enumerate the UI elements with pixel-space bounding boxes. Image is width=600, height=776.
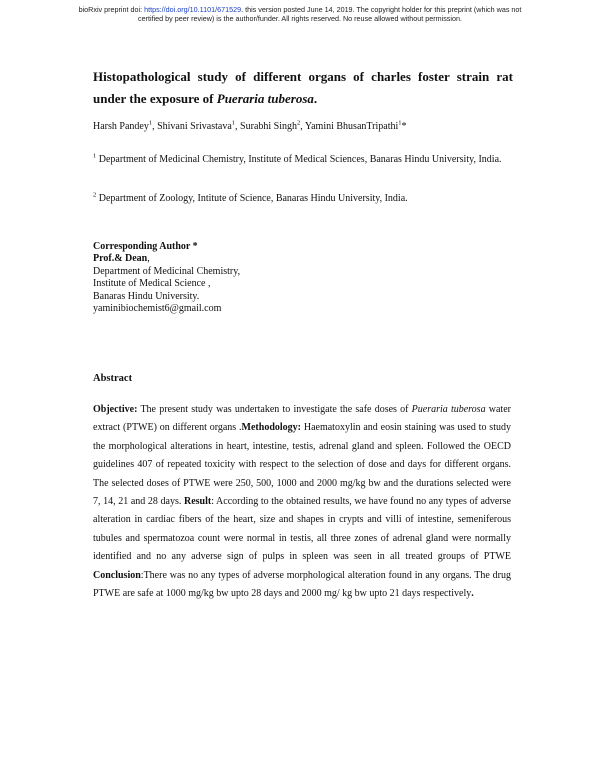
author-list: [93, 120, 407, 134]
author: Harsh Pandey$^1$,: [93, 119, 158, 132]
corresponding-institute: Institute of Medical Science ,: [93, 278, 211, 290]
author: Shivani Srivastava$^1$,: [157, 119, 241, 132]
corresponding-title: Prof.& Dean,: [93, 253, 150, 265]
result-label: Result: [183, 496, 212, 508]
header-line-1: bioRxiv preprint doi: https://doi.org/10.1101/671529. this version posted June 14, 2019. The copyright holder for this preprint (which was not: [78, 5, 522, 14]
objective-label: Objective:: [93, 404, 138, 415]
paper-title: Histopathological study of different organs of charles foster strain rat under the exposure of Pueraria tuberosa.: [93, 69, 513, 106]
author: Yamini BhusanTripathi$^1$*: [304, 119, 407, 132]
author: Surabhi Singh$^2$,: [240, 119, 305, 132]
affiliation-1: $^1$ Department of Medicinal Chemistry, Institute of Medical Sciences, Banaras Hindu University, India.: [93, 152, 502, 165]
methodology-label: Methodology:: [241, 422, 301, 434]
conclusion-label: Conclusion: [93, 569, 141, 581]
preprint-header: [0, 5, 600, 23]
header-line-2: certified by peer review) is the author/funder. All rights reserved. No reuse allowed without permission.: [138, 14, 462, 23]
corresponding-author-block: [93, 241, 240, 315]
doi-link[interactable]: https://doi.org/10.1101/671529: [144, 5, 242, 14]
corresponding-heading: Corresponding Author *: [93, 241, 198, 252]
corresponding-university: Banaras Hindu University.: [93, 290, 200, 302]
abstract-body: Objective: The present study was undertaken to investigate the safe doses of Pueraria tuberosa water extract (PTWE) on different organs .Methodology: Haematoxylin and eosin staining was used to study the morphological alterations in heart, intestine, testis, adrenal gland and spleen. Followed the OECD guidelines 407 of repeated toxicity with respect to the selection of dose and days for different organs. The selected doses of PTWE were 250, 500, 1000 and 2000 mg/kg bw and the durations selected were 7, 14, 21 and 28 days. Result: According to the obtained results, we have found no any types of adverse alteration in cardiac fibers of the heart, size and shapes in crypts and villi of intestine, semeniferous tubules and spermatozoa count were normal in testis, all three zones of adrenal gland were normally identified and no any adverse sign of pulps in spleen was seen in all treated groups of PTWE Conclusion:There was no any types of adverse morphological alteration found in any organs. The drug PTWE are safe at 1000 mg/kg bw upto 28 days and 2000 mg/ kg bw upto 21 days respectively.: [93, 404, 511, 600]
abstract-heading: Abstract: [93, 373, 133, 384]
corresponding-dept: Department of Medicinal Chemistry,: [93, 265, 241, 277]
affiliation-2: $^2$ Department of Zoology, Intitute of Science, Banaras Hindu University, India.: [93, 191, 408, 204]
corresponding-email[interactable]: yaminibiochemist6@gmail.com: [93, 303, 222, 315]
